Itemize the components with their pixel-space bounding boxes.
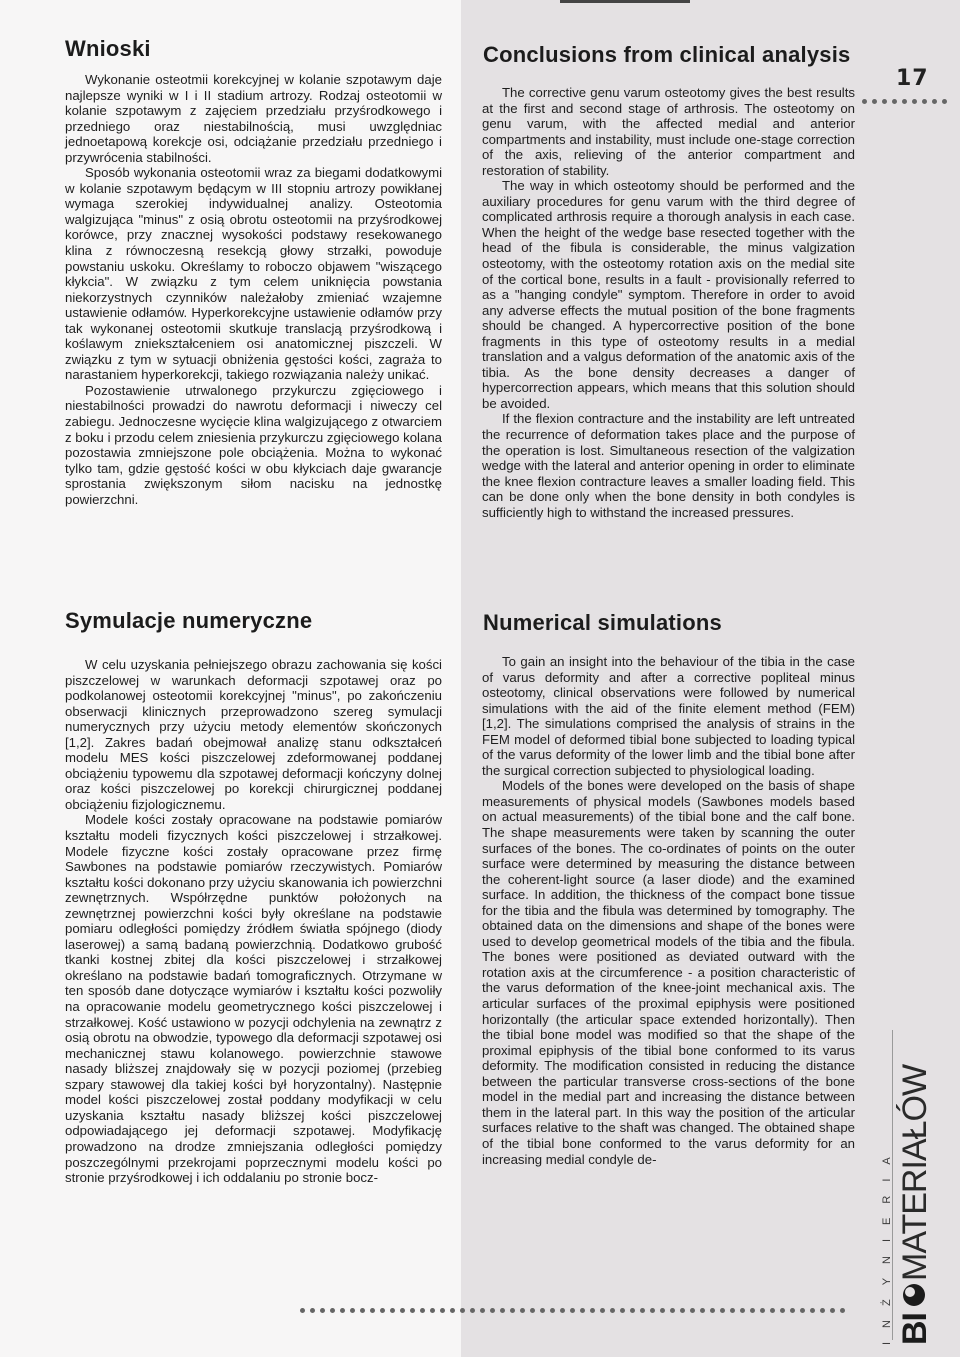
heading-conclusions-en: Conclusions from clinical analysis	[483, 42, 851, 67]
paragraph: The corrective genu varum osteotomy gives the best results at the first and second stage of arthrosis. The osteotomy on genu varum, with the affected medial and anterior compartments and instability, must include one-stage correction of the axis, relieving of the anterior compartment and restoration of stability.	[482, 85, 855, 178]
paragraph: W celu uzyskania pełniejszego obrazu zachowania się kości piszczelowej w warunkach deformacji szpotawej oraz po podkolanowej osteotomii korekcyjnej "minus", po zakończeniu obserwacji klinicznych przeprowadzono szereg symulacji numerycznych przy użyciu metody elementów skończonych [1,2]. Zakres badań obejmował analizę stanu odkształceń modelu MES kości piszczelowej zdeformowanej poddanej obciążeniu typowemu dla szpotawej deformacji kończyny dolnej oraz kości piszczelowej po korekcji chirurgicznej poddanej obciążeniu fizjologicznemu.	[65, 657, 442, 812]
page-number: 17	[896, 66, 929, 91]
heading-conclusions-pl: Wnioski	[65, 36, 151, 61]
svg-text:MATERIAŁÓW: MATERIAŁÓW	[896, 1064, 934, 1281]
svg-text:INŻYNIERIA: INŻYNIERIA	[881, 1143, 893, 1345]
simulations-pl-body	[65, 657, 442, 1186]
heading-simulations-pl: Symulacje numeryczne	[65, 608, 313, 633]
simulations-en-body	[482, 654, 855, 1167]
svg-text:BI: BI	[896, 1313, 934, 1345]
dot-row-top	[862, 91, 958, 101]
paragraph: Pozostawienie utrwalonego przykurczu zgięciowego i niestabilności prowadzi do nawrotu deformacji i niweczy cel zabiegu. Jednoczesne wycięcie klina walgizującego z otwarciem z boku i przodu celem zniesienia przykurczu zgięciowego kolana pozostawia zmniejszone pole obciążenia. Można to wykonać tylko tam, gdzie gęstość kości w obu kłykciach daje gwarancje sprostania zwiększonym siłom nacisku na jednostkę powierzchni.	[65, 382, 442, 507]
top-rule	[560, 0, 690, 3]
heading-simulations-en: Numerical simulations	[483, 610, 722, 635]
paragraph: Modele kości zostały opracowane na podstawie pomiarów kształtu modeli fizycznych kości piszczelowej i strzałkowej. Modele fizyczne kości zostały opracowane przez firmę Sawbones na podstawie pomiarów rzeczywistych. Pomiarów kształtu kości dokonano przy użyciu skanowania ich powierzchni zewnętrznych. Współrzędne punktów położonych na zewnętrznej powierzchni kości były określane na podstawie pomiaru odległości pomiędzy źródłem światła spójnego (diody laserowej) a samą badaną powierzchnią. Dodatkowo grubość tkanki kostnej zbitej dla kości piszczelowej i strzałkowej określano na podstawie badań tomograficznych. Otrzymane w ten sposób dane dotyczące wymiarów i kształtu kości pozwoliły na opracowanie modelu geometrycznego kości piszczelowej i strzałkowej. Kość ustawiono w pozycji odchylenia na zewnątrz z osią obrotu na obwodzie, typowego dla deformacji szpotawej osi mechanicznej stawu kolanowego. powierzchnie stawowe nasady bliższej znajdowały się w pozycji poziomej (przebieg szpary stawowej dla takiej kości był horyzontalny). Następnie model kości piszczelowej został poddany modyfikacji w celu uzyskania kształtu nasady bliższej kości piszczelowej odpowiadającego jej deformacji szpotawej. Modyfikację prowadzono na drodze zmniejszania odległości pomiędzy poszczególnymi przekrojami poprzecznymi modelu kości po stronie przyśrodkowej i ich oddalaniu po stronie bocz-	[65, 812, 442, 1186]
conclusions-pl-body	[65, 72, 442, 507]
paragraph: To gain an insight into the behaviour of the tibia in the case of varus deformity and after a corrective popliteal minus osteotomy, clinical observations were followed by numerical simulations with the aid of the finite element method (FEM) [1,2]. The simulations comprised the analysis of strains in the FEM model of deformed tibial bone subjected to loading typical of the varus deformity of the lower limb and the tibial bone after the surgical correction subjected to physiological loading.	[482, 654, 855, 778]
dot-row-bottom	[300, 1300, 860, 1310]
paragraph: Wykonanie osteotmii korekcyjnej w kolanie szpotawym daje najlepsze wyniki w I i II stadium artrozy. Rodzaj osteotomii w kolanie szpotawym z zajęciem przedziału przyśrodkowego i przedniego oraz niestabilnością, musi uwzględniac jednoetapową korekcje osi, odciążanie przedziału przedniego i przywrócenia stabilności.	[65, 72, 442, 165]
paragraph: Sposób wykonania osteotomii wraz za biegami dodatkowymi w kolanie szpotawym będącym w III stopniu artrozy powikłanej wymaga szerokiej indywidualnej analizy. Osteotomia walgizująca "minus" z osią obrotu osteotomii na przyśrodkowej korówce, przy znacznej wysokości podstawy resekowanego klina z równoczesną resekcją głowy strzałki, powoduje powstaniu uskoku. Określamy to roboczo objawem "wiszącego kłykcia". W związku z tym celem uniknięcia powstania niekorzystnych czynników należałoby zmieniać wzajemne ustawienie odłamów. Hyperkorekcyjne ustawienie odłamów przy tak wykonanej osteotomii skutkuje translacją przyśrodkową i koślawym zniekształceniem osi anatomicznej piszczeli. W związku z tym w sytuacji obniżenia gęstości kości, zagraża to narastaniem hyperkorekcji, takiego rozwiązania należy unikać.	[65, 165, 442, 383]
paragraph: The way in which osteotomy should be performed and the auxiliary procedures for genu varum with the third degree of complicated arthrosis require a thorough analysis in each case. When the height of the wedge base resected together with the head of the fibula is considerable, the minus valgization osteotomy, with the osteotomy rotation axis on the medial site of the cortical bone, results in a fault - provisionally referred to as a "hanging condyle" symptom. Therefore in order to avoid any adverse effects the mutual position of the bone fragments should be changed. A hypercorrective position of the bone fragments in this type of osteotomy results in a medial translation and a valgus deformation of the anatomic axis of the tibia. As the bone density decreases a danger of hypercorrection appears, which means that this solution should be avoided.	[482, 178, 855, 411]
paragraph: Models of the bones were developed on the basis of shape measurements of physical models (Sawbones models based on actual measurements) of the tibial bone and the calf bone. The shape measurements were taken by scanning the outer surfaces of the bones. The co-ordinates of points on the outer surface were determined by measuring the distance between the coherent-light source (a laser diode) and the examined surface. In addition, the thickness of the compact bone tissue for the tibia and the fibula was determined by tomography. The obtained data on the dimensions and shape of the bones were used to develop geometrical models of the tibia and the fibula. The bones were positioned as deviated outward with the rotation axis at the circumference - a position characteristic of the varus deformation of the knee-joint mechanical axis. The articular surfaces of the proximal epiphysis were positioned horizontally (the articular space extended horizontally). Then the tibial bone model was modified so that the shape of the proximal epiphysis of the tibial bone conformed to its varus deformity. The modification consisted in reducing the distance between the particular transverse cross-sections of the bone model in the medial part and increasing the distance between them in the lateral part. In this way the position of the articular surfaces relative to the shaft was changed. The obtained shape of the tibial bone conformed to the varus deformity for an increasing medial condyle de-	[482, 778, 855, 1167]
journal-logo	[868, 1050, 958, 1350]
paragraph: If the flexion contracture and the instability are left untreated the recurrence of deformation takes place and the purpose of the operation is lost. Simultaneous resection of the valgization wedge with the lateral and anterior opening in order to eliminate the knee flexion contracture leaves a smaller loading field. This can be done only when the bone density in both condyles is sufficiently high to withstand the increased pressures.	[482, 411, 855, 520]
conclusions-en-body	[482, 85, 855, 520]
